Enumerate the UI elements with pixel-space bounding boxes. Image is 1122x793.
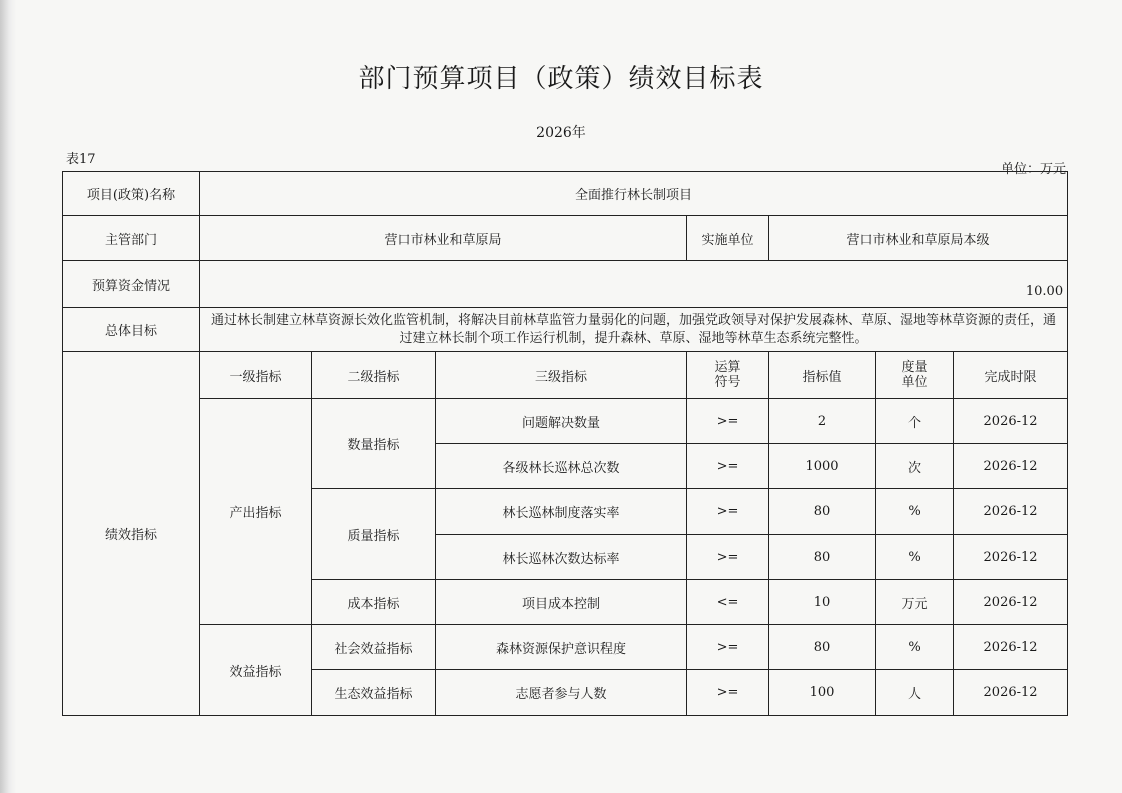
indicator-name: 各级林长巡林总次数 xyxy=(436,444,687,489)
indicator-value: 80 xyxy=(769,625,876,670)
dept-label: 主管部门 xyxy=(63,216,200,261)
indicator-name: 林长巡林次数达标率 xyxy=(436,535,687,580)
indicator-deadline: 2026-12 xyxy=(954,580,1068,625)
indicator-unit: % xyxy=(876,625,954,670)
indicator-operator: <= xyxy=(687,580,769,625)
indicator-deadline: 2026-12 xyxy=(954,670,1068,716)
header-deadline: 完成时限 xyxy=(954,352,1068,399)
indicator-name: 志愿者参与人数 xyxy=(436,670,687,716)
indicator-operator: >= xyxy=(687,489,769,535)
budget-label: 预算资金情况 xyxy=(63,261,200,308)
indicator-header-row xyxy=(63,352,1068,399)
level2-quality: 质量指标 xyxy=(312,489,436,580)
level1-benefit: 效益指标 xyxy=(200,625,312,716)
indicator-unit: % xyxy=(876,489,954,535)
indicator-name: 森林资源保护意识程度 xyxy=(436,625,687,670)
level2-cost: 成本指标 xyxy=(312,580,436,625)
project-row xyxy=(63,172,1068,216)
header-unit-line2: 单位 xyxy=(901,375,928,390)
level2-quantity: 数量指标 xyxy=(312,399,436,489)
indicator-unit: % xyxy=(876,535,954,580)
indicator-value: 80 xyxy=(769,535,876,580)
header-value: 指标值 xyxy=(769,352,876,399)
header-level3: 三级指标 xyxy=(436,352,687,399)
impl-value: 营口市林业和草原局本级 xyxy=(769,216,1068,261)
indicator-operator: >= xyxy=(687,670,769,716)
indicator-unit: 个 xyxy=(876,399,954,444)
indicator-deadline: 2026-12 xyxy=(954,399,1068,444)
header-level2: 二级指标 xyxy=(312,352,436,399)
header-level1: 一级指标 xyxy=(200,352,312,399)
table-row xyxy=(63,625,1068,670)
indicator-operator: >= xyxy=(687,625,769,670)
indicator-deadline: 2026-12 xyxy=(954,535,1068,580)
header-unit xyxy=(876,352,954,399)
header-operator xyxy=(687,352,769,399)
indicator-name: 问题解决数量 xyxy=(436,399,687,444)
goal-line-2: 过建立林长制个项工作运行机制，提升森林、草原、湿地等林草生态系统完整性。 xyxy=(399,330,868,346)
indicator-deadline: 2026-12 xyxy=(954,489,1068,535)
indicator-unit: 万元 xyxy=(876,580,954,625)
indicator-operator: >= xyxy=(687,399,769,444)
perf-label: 绩效指标 xyxy=(63,352,200,716)
goal-text xyxy=(200,308,1068,352)
indicator-value: 100 xyxy=(769,670,876,716)
level2-social: 社会效益指标 xyxy=(312,625,436,670)
goal-line-1: 通过林长制建立林草资源长效化监管机制，将解决目前林草监管力量弱化的问题，加强党政领导对保护发展森林、草原、湿地等林草资源的责任，通 xyxy=(211,312,1057,328)
dept-value: 营口市林业和草原局 xyxy=(200,216,687,261)
scan-edge xyxy=(0,0,16,793)
indicator-value: 2 xyxy=(769,399,876,444)
goal-label: 总体目标 xyxy=(63,308,200,352)
indicator-name: 林长巡林制度落实率 xyxy=(436,489,687,535)
indicator-deadline: 2026-12 xyxy=(954,444,1068,489)
indicator-value: 1000 xyxy=(769,444,876,489)
goal-row xyxy=(63,308,1068,352)
indicator-unit: 人 xyxy=(876,670,954,716)
header-unit-line1: 度量 xyxy=(901,360,928,375)
indicator-name: 项目成本控制 xyxy=(436,580,687,625)
header-operator-line2: 符号 xyxy=(714,375,741,390)
budget-value: 10.00 xyxy=(200,261,1068,308)
unit-label: 单位：万元 xyxy=(1000,162,1066,177)
performance-table xyxy=(62,171,1068,716)
impl-label: 实施单位 xyxy=(687,216,769,261)
budget-row xyxy=(63,261,1068,308)
project-value: 全面推行林长制项目 xyxy=(200,172,1068,216)
indicator-deadline: 2026-12 xyxy=(954,625,1068,670)
indicator-value: 10 xyxy=(769,580,876,625)
project-label: 项目(政策)名称 xyxy=(63,172,200,216)
level2-eco: 生态效益指标 xyxy=(312,670,436,716)
table-row xyxy=(63,399,1068,444)
table-number: 表17 xyxy=(66,152,96,167)
year: 2026年 xyxy=(536,125,586,141)
indicator-unit: 次 xyxy=(876,444,954,489)
indicator-operator: >= xyxy=(687,444,769,489)
indicator-value: 80 xyxy=(769,489,876,535)
indicator-operator: >= xyxy=(687,535,769,580)
dept-row xyxy=(63,216,1068,261)
level1-output: 产出指标 xyxy=(200,399,312,625)
header-operator-line1: 运算 xyxy=(714,360,741,375)
page-title: 部门预算项目（政策）绩效目标表 xyxy=(358,64,764,94)
